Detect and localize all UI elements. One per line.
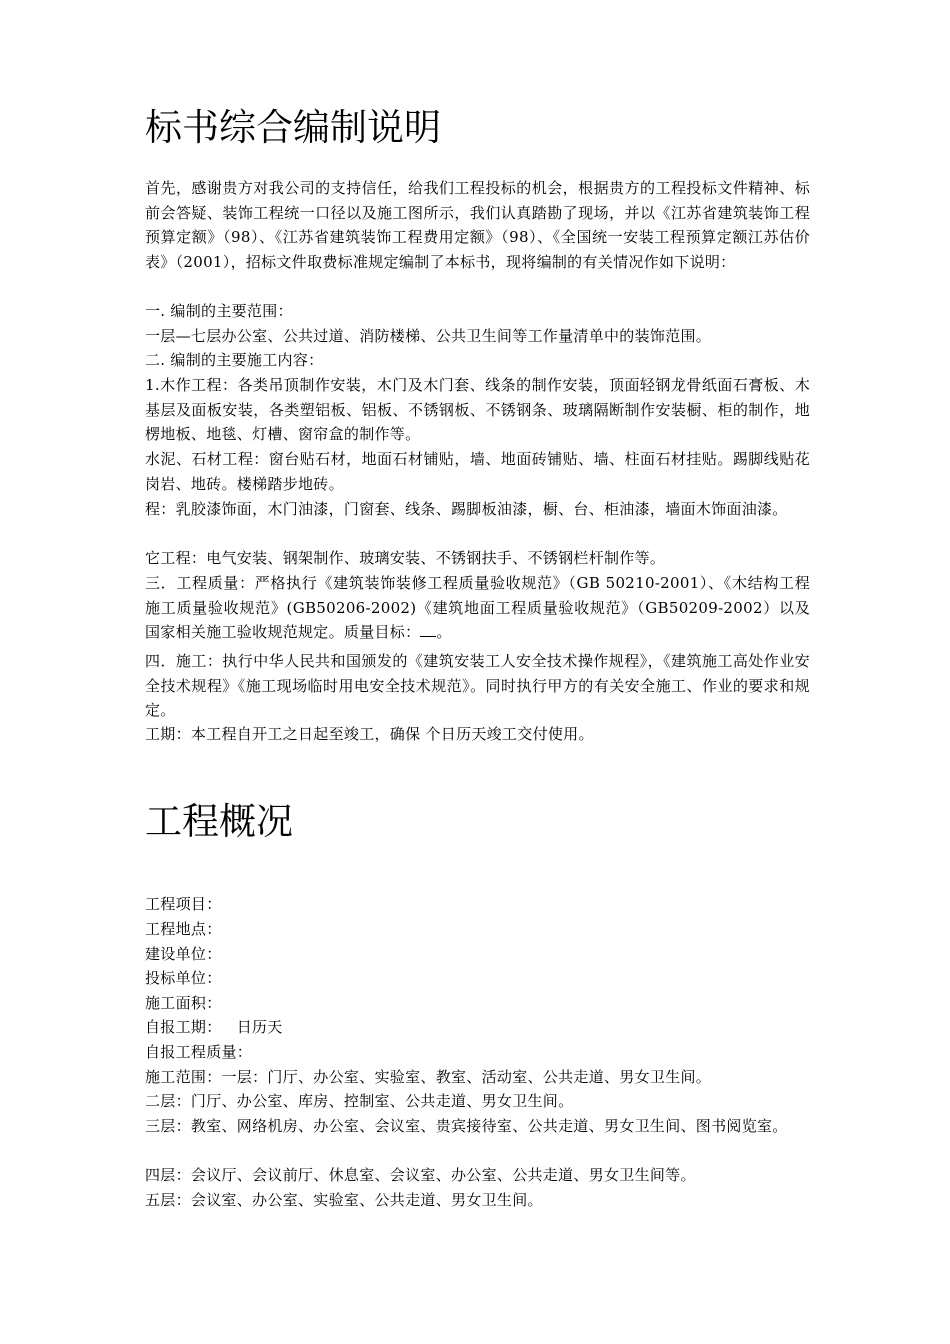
item2-other-work: 它工程：电气安装、钢架制作、玻璃安装、不锈钢扶手、不锈钢栏杆制作等。 bbox=[145, 549, 666, 567]
quality-target-blank bbox=[420, 622, 436, 637]
overview-quality: 自报工程质量： bbox=[145, 1043, 253, 1061]
overview-scope-floor2: 二层：门厅、办公室、库房、控制室、公共走道、男女卫生间。 bbox=[145, 1092, 574, 1110]
section1-title: 标书综合编制说明 bbox=[145, 106, 441, 149]
overview-scope-floor1: 施工范围：一层：门厅、办公室、实验室、教室、活动室、公共走道、男女卫生间。 bbox=[145, 1068, 712, 1086]
item1-body: 一层—七层办公室、公共过道、消防楼梯、公共卫生间等工作量清单中的装饰范围。 bbox=[145, 327, 712, 345]
overview-project: 工程项目： bbox=[145, 895, 222, 913]
overview-owner: 建设单位： bbox=[145, 945, 222, 963]
construction-period: 工期：本工程自开工之日起至竣工，确保 个日历天竣工交付使用。 bbox=[145, 725, 594, 743]
item1-heading: 一. 编制的主要范围： bbox=[145, 302, 293, 320]
overview-location: 工程地点： bbox=[145, 920, 222, 938]
overview-scope-floor5: 五层：会议室、办公室、实验室、公共走道、男女卫生间。 bbox=[145, 1191, 543, 1209]
item2-heading: 二. 编制的主要施工内容： bbox=[145, 351, 324, 369]
overview-scope-floor4: 四层：会议厅、会议前厅、休息室、会议室、办公室、公共走道、男女卫生间等。 bbox=[145, 1166, 696, 1184]
item2-stone-work: 水泥、石材工程：窗台贴石材，地面石材铺贴，墙、地面砖铺贴、墙、柱面石材挂贴。踢脚线贴花岗岩、地砖。楼梯踏步地砖。 bbox=[145, 450, 810, 493]
section2-title: 工程概况 bbox=[145, 800, 293, 843]
item3-quality bbox=[145, 571, 810, 645]
intro-paragraph: 首先，感谢贵方对我公司的支持信任，给我们工程投标的机会，根据贵方的工程投标文件精神、标前会答疑、装饰工程统一口径以及施工图所示，我们认真踏勘了现场，并以《江苏省建筑装饰工程预算定额》（98）、《江苏省建筑装饰工程费用定额》（98）、《全国统一安装工程预算定额江苏估价表》（2001），招标文件取费标准规定编制了本标书，现将编制的有关情况作如下说明： bbox=[145, 179, 810, 271]
item3-end: 。 bbox=[436, 623, 452, 641]
item2-wood-work: 1.木作工程：各类吊顶制作安装，木门及木门套、线条的制作安装，顶面轻钢龙骨纸面石膏板、木基层及面板安装，各类塑铝板、铝板、不锈钢板、不锈钢条、玻璃隔断制作安装橱、柜的制作，地楞地板、地毯、灯槽、窗帘盒的制作等。 bbox=[145, 376, 810, 443]
item2-paint-work: 程：乳胶漆饰面，木门油漆，门窗套、线条、踢脚板油漆，橱、台、柜油漆，墙面木饰面油漆。 bbox=[145, 500, 788, 518]
overview-period: 自报工期： 日历天 bbox=[145, 1018, 283, 1036]
item3-text: 三．工程质量：严格执行《建筑装饰装修工程质量验收规范》（GB 50210-2001）、《木结构工程施工质量验收规范》(GB50206-2002)《建筑地面工程质量验收规范》（GB50209-2002）以及国家相关施工验收规范规定。质量目标： bbox=[145, 574, 810, 641]
item4-construction: 四．施工：执行中华人民共和国颁发的《建筑安装工人安全技术操作规程》，《建筑施工高处作业安全技术规程》《施工现场临时用电安全技术规范》。同时执行甲方的有关安全施工、作业的要求和规定。 bbox=[145, 652, 810, 719]
overview-scope-floor3: 三层：教室、网络机房、办公室、会议室、贵宾接待室、公共走道、男女卫生间、图书阅览室。 bbox=[145, 1117, 788, 1135]
overview-area: 施工面积： bbox=[145, 994, 222, 1012]
overview-bidder: 投标单位： bbox=[145, 969, 222, 987]
